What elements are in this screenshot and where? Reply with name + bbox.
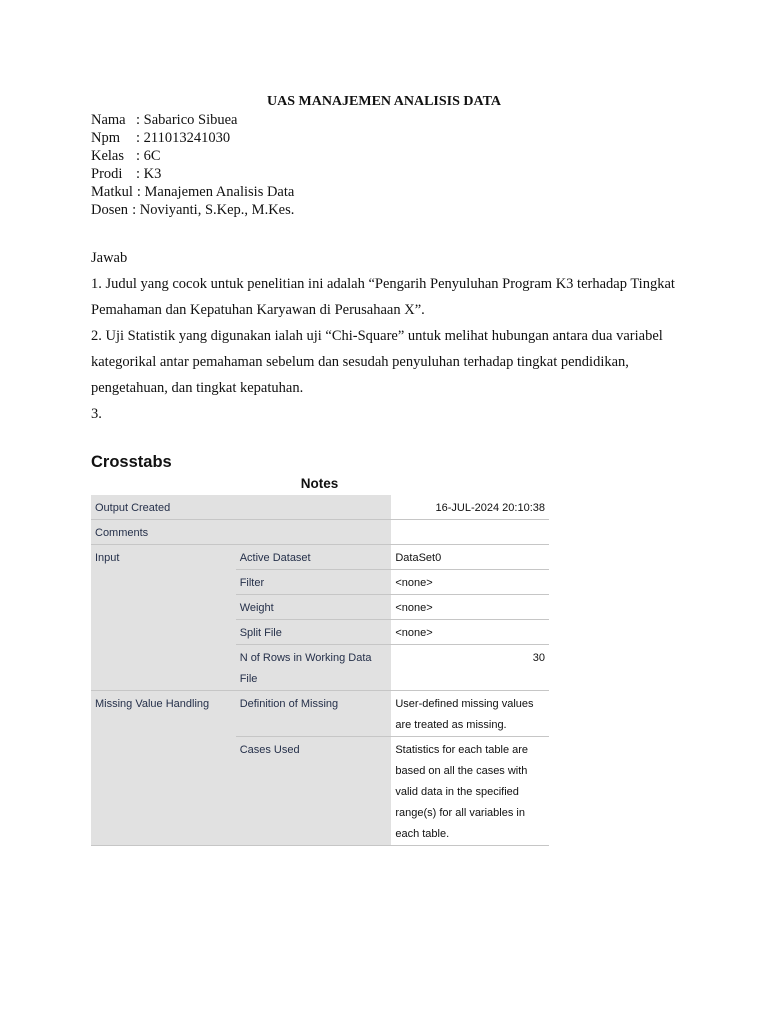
subrow-label-cases-used: Cases Used xyxy=(236,737,392,846)
row-label-comments: Comments xyxy=(91,520,391,545)
subrow-label-weight: Weight xyxy=(236,595,392,620)
row-label-output-created: Output Created xyxy=(91,495,391,520)
cases-used-value: Statistics for each table are based on all the cases with valid data in the specified range(s) for all variables in each table. xyxy=(391,737,549,846)
comments-value xyxy=(391,520,549,545)
filter-value: <none> xyxy=(391,570,549,595)
definition-of-missing-value: User-defined missing values are treated as missing. xyxy=(391,691,549,737)
identity-label: Npm xyxy=(91,130,120,146)
active-dataset-value: DataSet0 xyxy=(391,545,549,570)
identity-row-kelas xyxy=(91,147,294,165)
table-row xyxy=(91,545,549,570)
identity-label: Nama xyxy=(91,112,126,128)
document-title: UAS MANAJEMEN ANALISIS DATA xyxy=(266,94,501,109)
crosstabs-heading: Crosstabs xyxy=(91,453,172,471)
row-label-missing-value-handling: Missing Value Handling xyxy=(91,691,236,846)
identity-value: : Sabarico Sibuea xyxy=(136,112,238,128)
answer-3: 3. xyxy=(91,406,102,422)
subrow-label-filter: Filter xyxy=(236,570,392,595)
identity-row-prodi xyxy=(91,165,294,183)
notes-table xyxy=(91,495,549,846)
table-row xyxy=(91,691,549,737)
answer-heading: Jawab xyxy=(91,250,128,266)
identity-value: : K3 xyxy=(136,166,162,182)
identity-value: : Noviyanti, S.Kep., M.Kes. xyxy=(132,202,295,218)
subrow-label-split-file: Split File xyxy=(236,620,392,645)
notes-table-title: Notes xyxy=(300,476,339,491)
row-label-input: Input xyxy=(91,545,236,691)
weight-value: <none> xyxy=(391,595,549,620)
answer-section xyxy=(91,245,691,427)
identity-label: Matkul xyxy=(91,184,133,200)
identity-row-dosen xyxy=(91,201,294,219)
identity-label: Kelas xyxy=(91,148,125,164)
student-identity xyxy=(91,111,294,219)
output-created-value: 16-JUL-2024 20:10:38 xyxy=(391,495,549,520)
identity-value: : Manajemen Analisis Data xyxy=(136,184,295,200)
split-file-value: <none> xyxy=(391,620,549,645)
table-row xyxy=(91,495,549,520)
subrow-label-definition-of-missing: Definition of Missing xyxy=(236,691,392,737)
identity-row-matkul xyxy=(91,183,294,201)
identity-value: : 211013241030 xyxy=(136,130,231,146)
table-row xyxy=(91,520,549,545)
subrow-label-n-rows: N of Rows in Working Data File xyxy=(236,645,392,691)
identity-row-npm xyxy=(91,129,294,147)
answer-1: 1. Judul yang cocok untuk penelitian ini adalah “Pengarih Penyuluhan Program K3 terhadap Tingkat Pemahaman dan Kepatuhan Karyawan di Perusahaan X”. xyxy=(91,276,675,318)
identity-label: Dosen xyxy=(91,202,129,218)
identity-row-nama xyxy=(91,111,294,129)
n-rows-value: 30 xyxy=(391,645,549,691)
identity-label: Prodi xyxy=(91,166,123,182)
answer-2: 2. Uji Statistik yang digunakan ialah uji “Chi-Square” untuk melihat hubungan antara dua variabel kategorikal antar pemahaman sebelum dan sesudah penyuluhan terhadap tingkat pendidikan, pengetahuan, dan tingkat kepatuhan. xyxy=(91,328,663,396)
identity-value: : 6C xyxy=(136,148,161,164)
subrow-label-active-dataset: Active Dataset xyxy=(236,545,392,570)
